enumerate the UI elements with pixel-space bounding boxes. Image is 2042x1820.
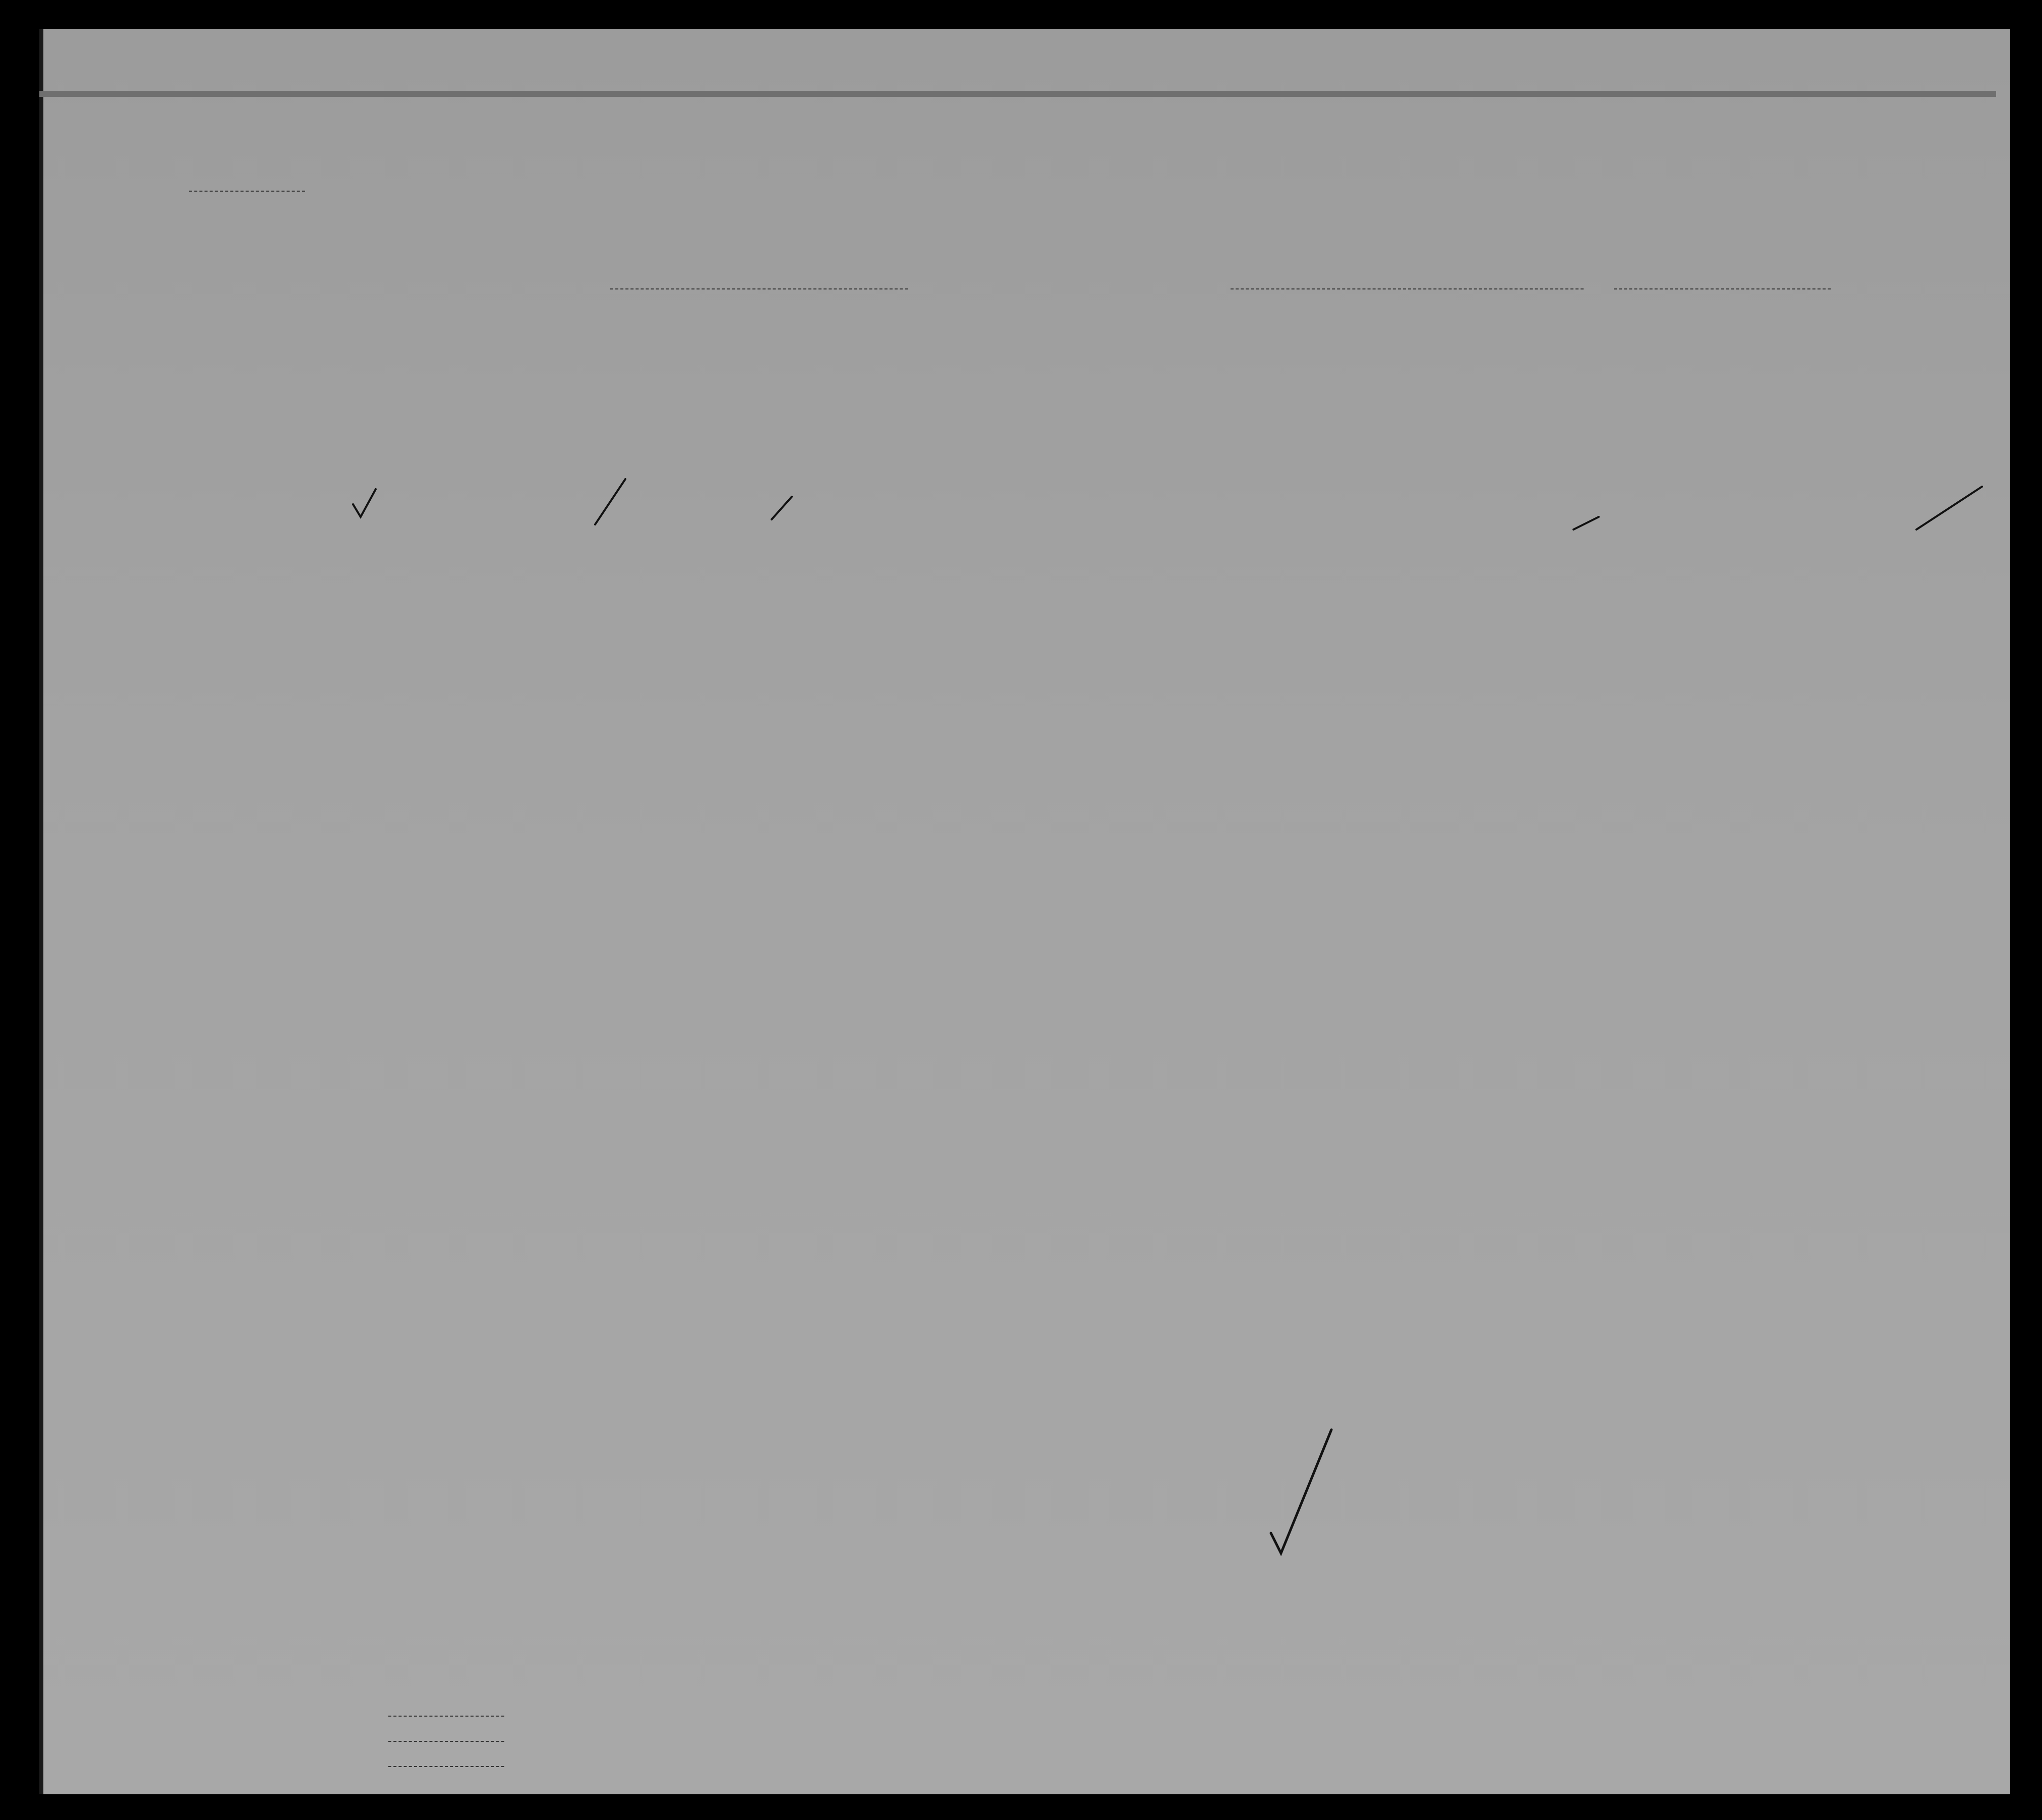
check-mark-date (1573, 517, 1599, 530)
total-passengers-line (388, 1716, 504, 1717)
check-mark-calling (772, 497, 792, 519)
check-mark-age (595, 479, 625, 524)
us-citizens-line (388, 1741, 504, 1742)
aliens-line (388, 1766, 504, 1767)
check-mark-residence (1916, 487, 1982, 530)
check-mark-large (1271, 1430, 1331, 1553)
check-mark-name (353, 489, 376, 517)
